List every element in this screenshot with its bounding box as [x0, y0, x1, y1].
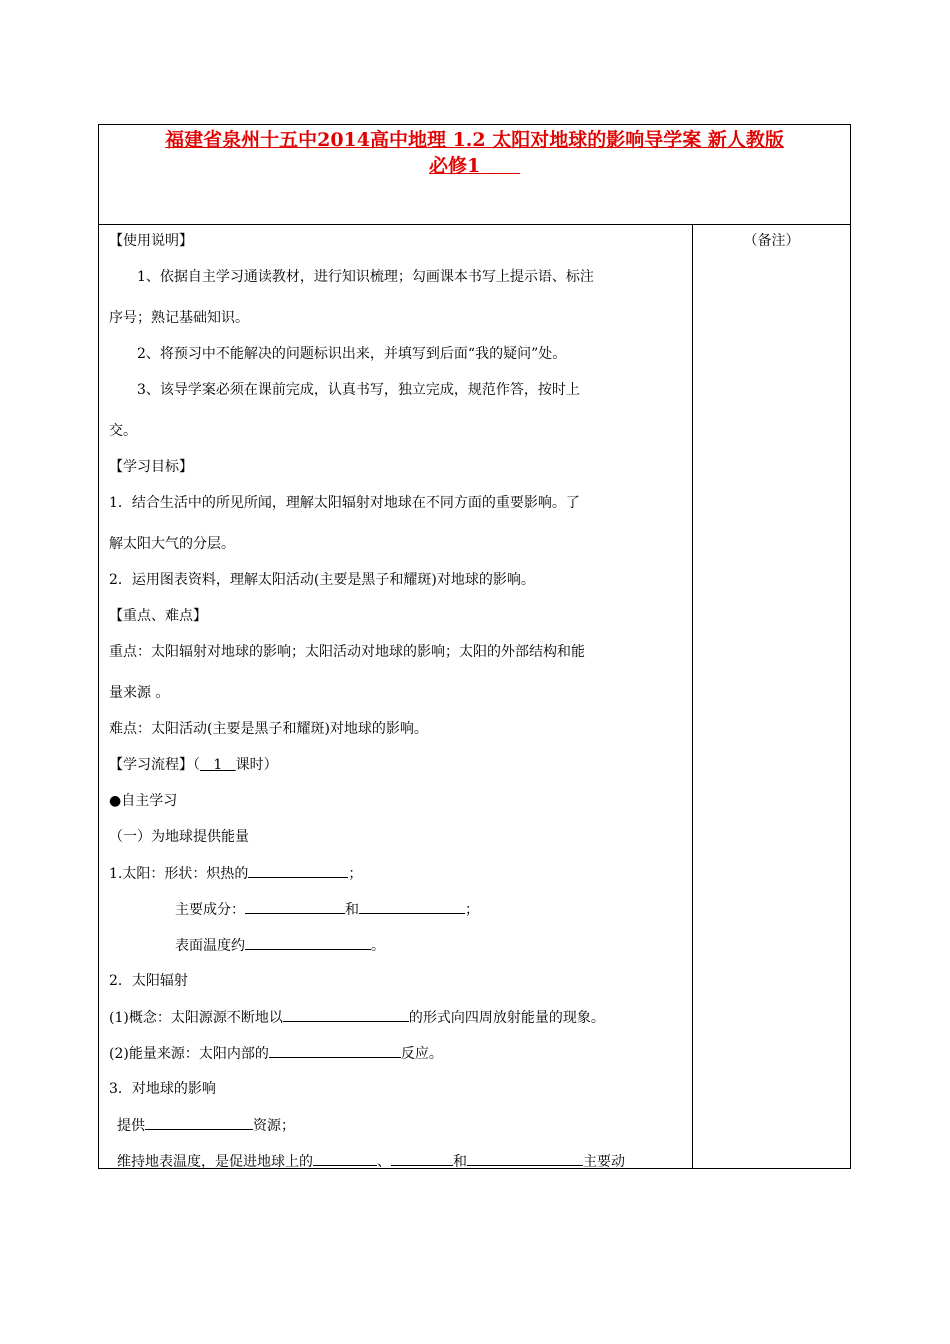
composition-end: ； — [465, 902, 479, 918]
usage-item-3a: 3、该导学案必须在课前完成，认真书写，独立完成，规范作答，按时上 — [137, 382, 580, 398]
flow-count: 1 — [213, 757, 223, 773]
surface-temp-end: 。 — [371, 938, 385, 954]
section-1-heading: （一）为地球提供能量 — [109, 829, 249, 845]
goal-1b: 解太阳大气的分层。 — [109, 536, 235, 552]
usage-item-1a: 1、依据自主学习通读教材，进行知识梳理；勾画课本书写上提示语、标注 — [137, 269, 594, 285]
flow-heading: 【学习流程】（ — [109, 757, 200, 773]
column-divider — [692, 225, 693, 1168]
composition-line — [175, 898, 479, 919]
maintain-line — [117, 1150, 625, 1171]
usage-heading: 【使用说明】 — [109, 233, 193, 249]
goal-1a: 1．结合生活中的所见所闻，理解太阳辐射对地球在不同方面的重要影响。了 — [109, 495, 580, 511]
concept-blank[interactable] — [283, 1006, 409, 1022]
title-cell — [99, 125, 850, 225]
sun-shape-blank[interactable] — [248, 862, 348, 878]
maintain-label: 维持地表温度，是促进地球上的 — [117, 1154, 313, 1170]
concept-end: 的形式向四周放射能量的现象。 — [408, 1010, 605, 1026]
worksheet-table — [98, 124, 851, 1169]
composition-blank-2[interactable] — [359, 898, 465, 914]
usage-item-3b: 交。 — [109, 423, 137, 439]
concept-line — [109, 1006, 605, 1027]
title-line-2: 必修1 — [429, 155, 481, 177]
energy-source-end: 反应。 — [400, 1046, 443, 1062]
usage-item-1b: 序号；熟记基础知识。 — [109, 310, 249, 326]
flow-line — [109, 754, 278, 774]
energy-source-line — [109, 1042, 443, 1063]
title-line-1: 福建省泉州十五中2014高中地理 1.2 太阳对地球的影响导学案 新人教版 — [165, 129, 784, 151]
provide-blank[interactable] — [145, 1114, 253, 1130]
maintain-blank-3[interactable] — [467, 1150, 583, 1166]
goal-2: 2．运用图表资料，理解太阳活动(主要是黑子和耀斑)对地球的影响。 — [109, 572, 535, 588]
surface-temp-label: 表面温度约 — [175, 938, 245, 954]
composition-and: 和 — [345, 902, 359, 918]
document-title — [99, 127, 850, 179]
maintain-blank-1[interactable] — [313, 1150, 377, 1166]
goals-heading: 【学习目标】 — [109, 459, 193, 475]
composition-label: 主要成分： — [175, 902, 245, 918]
surface-temp-blank[interactable] — [245, 934, 371, 950]
surface-temp-line — [175, 934, 385, 955]
sun-shape-end: ； — [348, 866, 363, 882]
note-header: （备注） — [743, 233, 800, 249]
self-study-heading: ●自主学习 — [109, 793, 178, 809]
provide-end: 资源； — [253, 1118, 295, 1134]
concept-label: (1)概念：太阳源源不断地以 — [109, 1010, 283, 1026]
maintain-blank-2[interactable] — [391, 1150, 453, 1166]
maintain-sep: 、 — [377, 1154, 391, 1170]
radiation-heading: 2．太阳辐射 — [109, 973, 188, 989]
key-points-b: 量来源 。 — [109, 685, 170, 701]
maintain-end: 主要动 — [583, 1154, 625, 1170]
sun-shape-line — [109, 862, 362, 883]
impact-heading: 3．对地球的影响 — [109, 1081, 216, 1097]
flow-unit: 课时） — [235, 757, 278, 773]
maintain-and: 和 — [453, 1154, 467, 1170]
usage-item-2: 2、将预习中不能解决的问题标识出来，并填写到后面“我的疑问”处。 — [137, 346, 567, 362]
provide-line — [117, 1114, 295, 1135]
composition-blank-1[interactable] — [245, 898, 345, 914]
sun-shape-label: 1.太阳：形状：炽热的 — [109, 866, 249, 882]
key-points-a: 重点：太阳辐射对地球的影响；太阳活动对地球的影响；太阳的外部结构和能 — [109, 644, 585, 660]
key-heading: 【重点、难点】 — [109, 608, 207, 624]
energy-source-label: (2)能量来源：太阳内部的 — [109, 1046, 269, 1062]
energy-source-blank[interactable] — [269, 1042, 401, 1058]
difficult-points: 难点：太阳活动(主要是黑子和耀斑)对地球的影响。 — [109, 721, 428, 737]
provide-label: 提供 — [117, 1118, 145, 1134]
